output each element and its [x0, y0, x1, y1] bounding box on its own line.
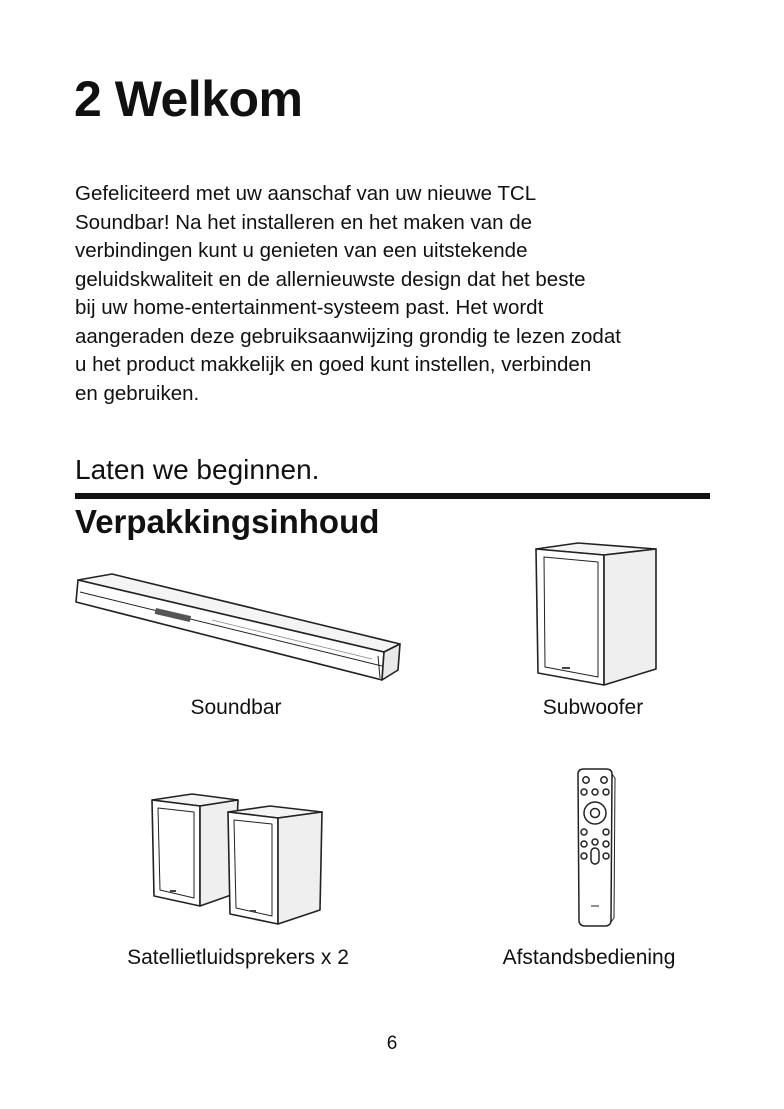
page-number: 6: [386, 1033, 398, 1054]
section-title: Verpakkingsinhoud: [75, 503, 380, 540]
intro-paragraph: Gefeliciteerd met uw aanschaf van uw nieuwe TCL Soundbar! Na het installeren en het maken van de verbindingen kunt u genieten van een uitstekende geluidskwaliteit en de allernieuwste design dat het beste bij uw home-entertainment-systeem past. Het wordt aangeraden deze gebruiksaanwijzing grondig te lezen zodat u het product makkelijk en goed kunt instellen, verbinden en gebruiken.: [75, 182, 621, 405]
section-divider: [75, 493, 710, 499]
satellite-speakers-illustration: [146, 790, 328, 930]
subwoofer-illustration: [528, 541, 662, 691]
lead-heading: Laten we beginnen.: [75, 454, 320, 485]
page-title: 2 Welkom: [74, 71, 303, 127]
item-label-remote-control: Afstandsbediening: [502, 946, 676, 969]
item-label-subwoofer: Subwoofer: [542, 696, 644, 719]
remote-control-illustration: [570, 766, 620, 930]
soundbar-illustration: [72, 570, 404, 685]
item-label-soundbar: Soundbar: [190, 696, 282, 719]
item-label-satellite-speakers: Satellietluidsprekers x 2: [127, 946, 349, 969]
